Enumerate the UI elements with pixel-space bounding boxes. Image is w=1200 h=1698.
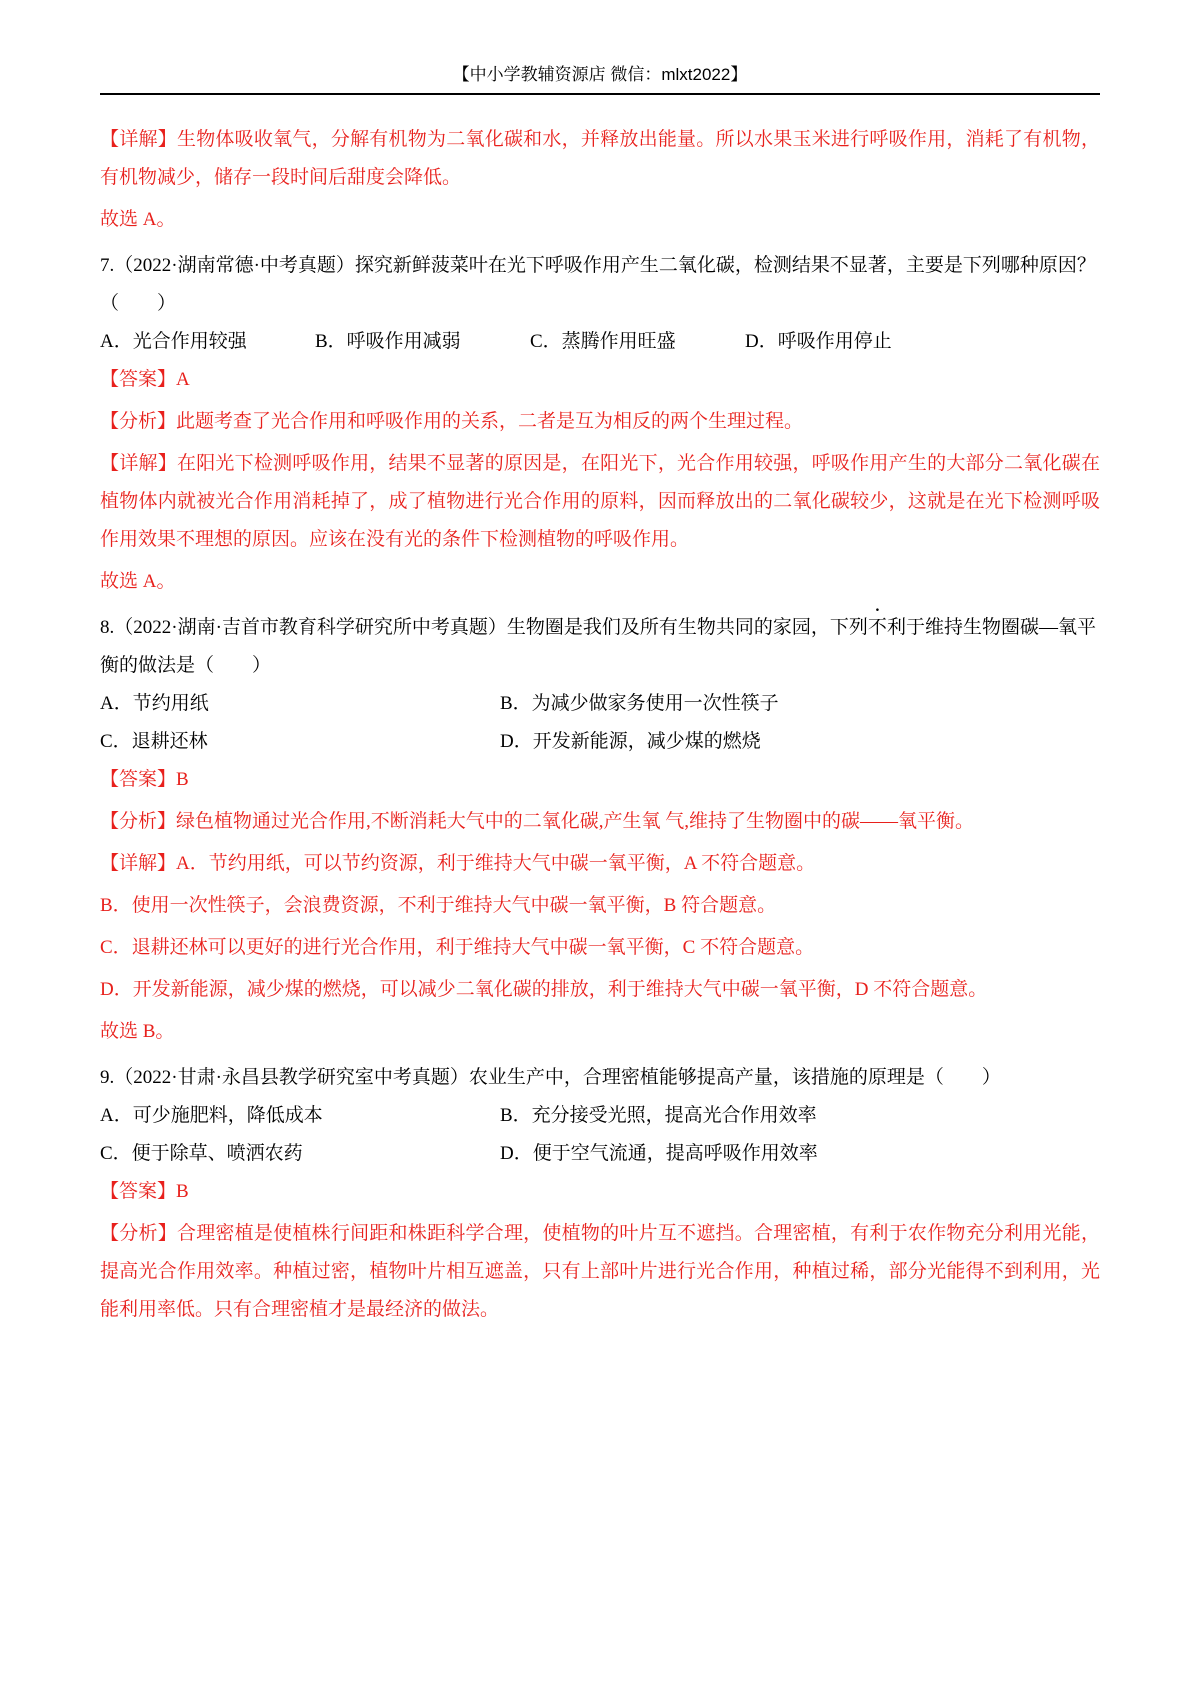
option-c[interactable]: C．退耕还林 [100,731,208,752]
answer-value: A [176,369,190,390]
question-7-analysis [100,403,1100,441]
analysis-tag: 【分析】 [100,811,177,832]
question-7-detail [100,445,1100,559]
header-divider [100,93,1100,95]
question-7-options [100,323,1100,361]
question-9-stem: 9.（2022·甘肃·永昌县教学研究室中考真题）农业生产中，合理密植能够提高产量，该措施的原理是（ ） [100,1067,1001,1088]
analysis-text: 绿色植物通过光合作用,不断消耗大气中的二氧化碳,产生氧 气,维持了生物圈中的碳——氧平衡。 [176,811,975,832]
question-8-options-row-2 [100,723,1100,761]
answer-tag: 【答案】 [100,369,177,390]
question-8-options-row-1 [100,685,1100,723]
question-9-options-row-1 [100,1097,1100,1135]
detail-text: 生物体吸收氧气，分解有机物为二氧化碳和水，并释放出能量。所以水果玉米进行呼吸作用，消耗了有机物，有机物减少，储存一段时间后甜度会降低。 [100,129,1100,188]
question-8-stem [100,609,1100,685]
question-9-analysis [100,1215,1100,1329]
option-c[interactable]: C．蒸腾作用旺盛 [530,331,676,352]
question-8-detail [100,845,1100,883]
choose-answer-line: 故选 A。 [100,209,176,230]
detail-tag: 【详解】 [100,453,177,474]
question-9-answer [100,1173,1100,1211]
analysis-tag: 【分析】 [100,411,177,432]
detail-tag: 【详解】 [100,129,177,150]
detail-block [100,121,1100,197]
option-b[interactable]: B．充分接受光照，提高光合作用效率 [500,1105,817,1126]
detail-tag: 【详解】 [100,853,177,874]
option-d[interactable]: D．开发新能源，减少煤的燃烧 [500,731,761,752]
question-8-detail-c: C．退耕还林可以更好的进行光合作用，利于维持大气中碳一氧平衡，C 不符合题意。 [100,937,815,958]
question-8-stem-part-a: 8.（2022·湖南·吉首市教育科学研究所中考真题）生物圈是我们及所有生物共同的家园，下列 [100,617,868,638]
analysis-tag: 【分析】 [100,1223,177,1244]
option-c[interactable]: C．便于除草、喷洒农药 [100,1143,303,1164]
detail-text-a: A．节约用纸，可以节约资源，利于维持大气中碳一氧平衡，A 不符合题意。 [176,853,816,874]
question-7-choose: 故选 A。 [100,571,176,592]
question-8-stem-part-b: 利于维持生物圈碳—氧平衡的做法是（ ） [100,617,1096,676]
question-8-choose: 故选 B。 [100,1021,175,1042]
answer-tag: 【答案】 [100,1181,177,1202]
option-a[interactable]: A．节约用纸 [100,693,209,714]
question-8-emphasis: 不 [867,617,887,638]
option-b[interactable]: B．为减少做家务使用一次性筷子 [500,693,779,714]
analysis-text: 此题考查了光合作用和呼吸作用的关系，二者是互为相反的两个生理过程。 [176,411,804,432]
question-7-stem: 7.（2022·湖南常德·中考真题）探究新鲜菠菜叶在光下呼吸作用产生二氧化碳，检测结果不显著，主要是下列哪种原因？（ ） [100,255,1096,314]
option-d[interactable]: D．便于空气流通，提高呼吸作用效率 [500,1143,818,1164]
question-8-answer [100,761,1100,799]
question-9-options-row-2 [100,1135,1100,1173]
question-8-detail-d: D．开发新能源，减少煤的燃烧，可以减少二氧化碳的排放，利于维持大气中碳一氧平衡，D 不符合题意。 [100,979,988,1000]
question-8-analysis [100,803,1100,841]
option-d[interactable]: D．呼吸作用停止 [745,331,892,352]
option-b[interactable]: B．呼吸作用减弱 [315,331,461,352]
answer-tag: 【答案】 [100,769,177,790]
analysis-text: 合理密植是使植株行间距和株距科学合理，使植物的叶片互不遮挡。合理密植，有利于农作物充分利用光能，提高光合作用效率。种植过密，植物叶片相互遮盖，只有上部叶片进行光合作用，种植过稀，部分光能得不到利用，光能利用率低。只有合理密植才是最经济的做法。 [100,1223,1100,1320]
option-a[interactable]: A．光合作用较强 [100,331,247,352]
answer-value: B [176,1181,189,1202]
question-8-detail-b: B．使用一次性筷子，会浪费资源，不利于维持大气中碳一氧平衡，B 符合题意。 [100,895,777,916]
answer-value: B [176,769,189,790]
detail-text: 在阳光下检测呼吸作用，结果不显著的原因是，在阳光下，光合作用较强，呼吸作用产生的大部分二氧化碳在植物体内就被光合作用消耗掉了，成了植物进行光合作用的原料，因而释放出的二氧化碳较少，这就是在光下检测呼吸作用效果不理想的原因。应该在没有光的条件下检测植物的呼吸作用。 [100,453,1100,550]
page-header: 【中小学教辅资源店 微信：mlxt2022】 [452,65,748,84]
option-a[interactable]: A．可少施肥料，降低成本 [100,1105,323,1126]
question-7-answer [100,361,1100,399]
